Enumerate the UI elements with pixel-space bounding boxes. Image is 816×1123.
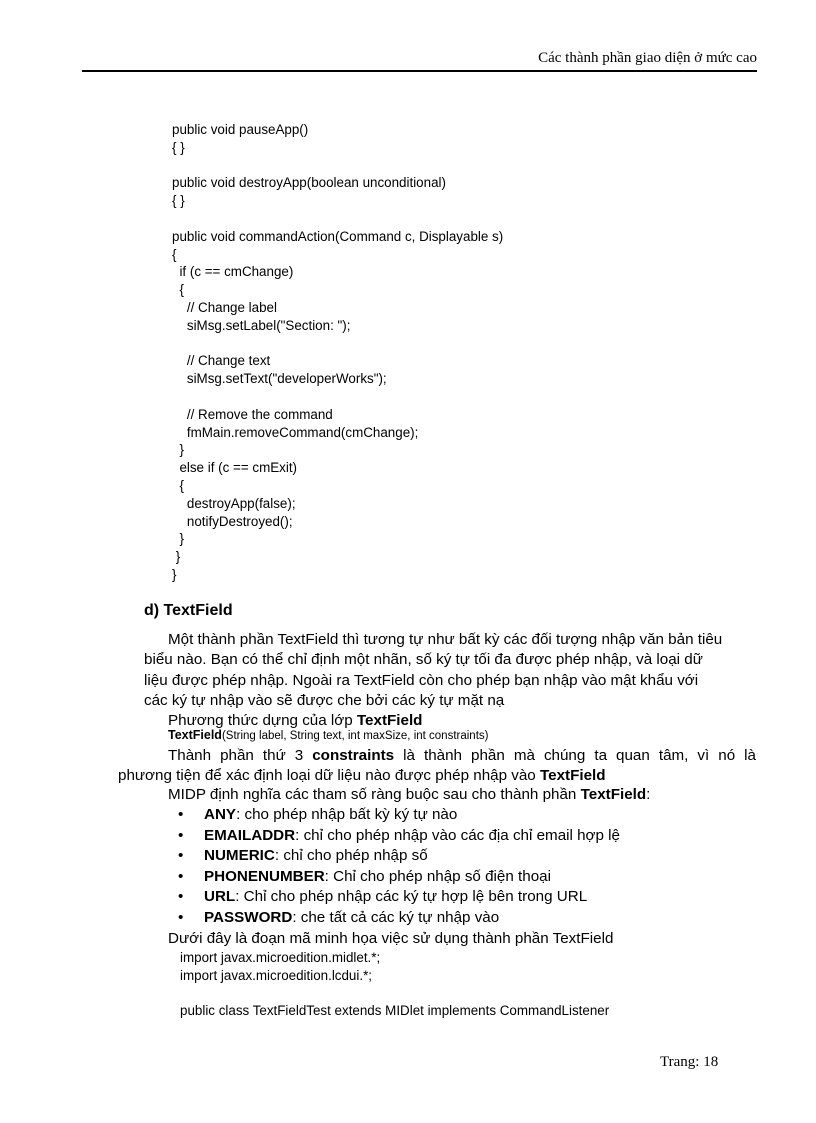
code-top-line: { xyxy=(172,282,184,298)
constraints-text-a: Thành phần thứ 3 xyxy=(168,747,313,764)
constraint-name: EMAILADDR xyxy=(204,826,296,844)
code-top-line: { xyxy=(172,477,184,493)
midp-colon: : xyxy=(646,786,651,803)
constraint-name: PASSWORD xyxy=(204,908,293,926)
constraints-line-2-bold: TextField xyxy=(539,767,606,785)
code-bottom-line: import javax.microedition.midlet.*; xyxy=(180,950,381,965)
code-top-line: public void commandAction(Command c, Displayable s) xyxy=(172,228,504,244)
paragraph-example: Dưới đây là đoạn mã minh họa việc sử dụng thành phần TextField xyxy=(168,930,614,947)
signature-class: TextField xyxy=(168,728,222,742)
bullet-icon: • xyxy=(178,867,184,885)
code-top-line: if (c == cmChange) xyxy=(172,264,294,280)
code-bottom-line xyxy=(180,985,609,1003)
code-top-line: } xyxy=(172,442,184,458)
constraint-name: NUMERIC xyxy=(204,847,275,864)
bullet-icon: • xyxy=(178,888,184,905)
constraint-name: PHONENUMBER xyxy=(204,867,325,885)
constraint-description: : Chỉ cho phép nhập các ký tự hợp lệ bên trong URL xyxy=(235,888,588,905)
intro-line-3: liệu được phép nhập. Ngoài ra TextField còn cho phép bạn nhập vào mật khẩu với xyxy=(144,671,699,689)
intro-line-2: biểu nào. Bạn có thể chỉ định một nhãn, số ký tự tối đa được phép nhập, và loại dữ xyxy=(144,651,703,669)
constraint-name: ANY xyxy=(204,806,237,823)
code-top-line: } xyxy=(172,549,181,565)
code-top-line: notifyDestroyed(); xyxy=(172,513,293,529)
constraint-list-item xyxy=(168,805,620,826)
code-block-bottom xyxy=(180,949,609,1020)
code-top-line: } xyxy=(172,531,184,547)
code-top-line: public void pauseApp() xyxy=(172,122,309,137)
constraints-line-2-text: phương tiện để xác định loại dữ liệu nào được phép nhập vào xyxy=(118,767,540,785)
midp-bold: TextField xyxy=(580,786,647,803)
code-block-top xyxy=(172,121,503,584)
code-top-line: public void destroyApp(boolean unconditional) xyxy=(172,175,446,191)
constraint-list-item xyxy=(168,887,620,908)
code-top-line xyxy=(172,335,503,353)
code-top-line: else if (c == cmExit) xyxy=(172,460,298,476)
constraint-name: URL xyxy=(204,888,236,905)
bullet-icon: • xyxy=(178,826,184,844)
signature-params: (String label, String text, int maxSize, int constraints) xyxy=(221,730,489,742)
code-top-line: // Change text xyxy=(172,353,271,369)
header-divider xyxy=(82,70,757,72)
intro-line-1: Một thành phần TextField thì tương tự như bất kỳ các đối tượng nhập văn bản tiêu xyxy=(168,631,723,648)
constraint-list xyxy=(168,805,620,928)
constructor-class: TextField xyxy=(356,712,423,729)
code-top-line: { } xyxy=(172,139,185,155)
page-number: Trang: 18 xyxy=(660,1054,719,1070)
constraint-description: : Chỉ cho phép nhập số điện thoại xyxy=(324,867,551,885)
constraint-list-item xyxy=(168,826,620,847)
code-top-line: { xyxy=(172,246,177,262)
constraints-line-1 xyxy=(118,746,756,766)
page-header-title: Các thành phần giao diện ở mức cao xyxy=(538,50,757,66)
constraint-description: : che tất cả các ký tự nhập vào xyxy=(292,908,500,926)
bullet-icon: • xyxy=(178,806,184,823)
constructor-text: Phương thức dựng của lớp xyxy=(168,712,357,729)
constraint-description: : chỉ cho phép nhập số xyxy=(274,847,428,864)
paragraph-midp xyxy=(168,785,650,805)
paragraph-constraints xyxy=(118,746,756,787)
constraint-list-item xyxy=(168,908,620,929)
constraints-line-2 xyxy=(118,766,756,786)
code-top-line xyxy=(172,210,503,228)
section-heading: d) TextField xyxy=(144,602,233,619)
bullet-icon: • xyxy=(178,908,184,926)
code-top-line: // Remove the command xyxy=(172,406,333,422)
constructor-signature xyxy=(168,728,488,742)
code-bottom-line: import javax.microedition.lcdui.*; xyxy=(180,967,373,983)
code-bottom-line: public class TextFieldTest extends MIDlet implements CommandListener xyxy=(180,1003,610,1019)
code-top-line: fmMain.removeCommand(cmChange); xyxy=(172,424,419,440)
bullet-icon: • xyxy=(178,847,184,864)
code-top-line: { } xyxy=(172,193,185,209)
intro-line-4: các ký tự nhập vào sẽ được che bởi các ký tự mặt nạ xyxy=(144,691,505,709)
paragraph-intro xyxy=(144,630,756,711)
midp-text: MIDP định nghĩa các tham số ràng buộc sau cho thành phần xyxy=(168,786,581,803)
code-top-line: } xyxy=(172,566,177,582)
constraint-list-item xyxy=(168,846,620,867)
constraint-list-item xyxy=(168,867,620,888)
constraint-description: : cho phép nhập bất kỳ ký tự nào xyxy=(236,806,458,823)
constraints-text-c: là thành phần mà chúng ta quan tâm, vì nó là xyxy=(394,747,756,764)
code-top-line xyxy=(172,388,503,406)
code-top-line: // Change label xyxy=(172,299,277,315)
code-top-line: siMsg.setLabel("Section: "); xyxy=(172,317,351,333)
code-top-line: siMsg.setText("developerWorks"); xyxy=(172,371,387,387)
code-top-line xyxy=(172,157,503,175)
constraints-bold: constraints xyxy=(312,747,395,764)
constraint-description: : chỉ cho phép nhập vào các địa chỉ email hợp lệ xyxy=(295,826,621,844)
code-top-line: destroyApp(false); xyxy=(172,495,296,511)
